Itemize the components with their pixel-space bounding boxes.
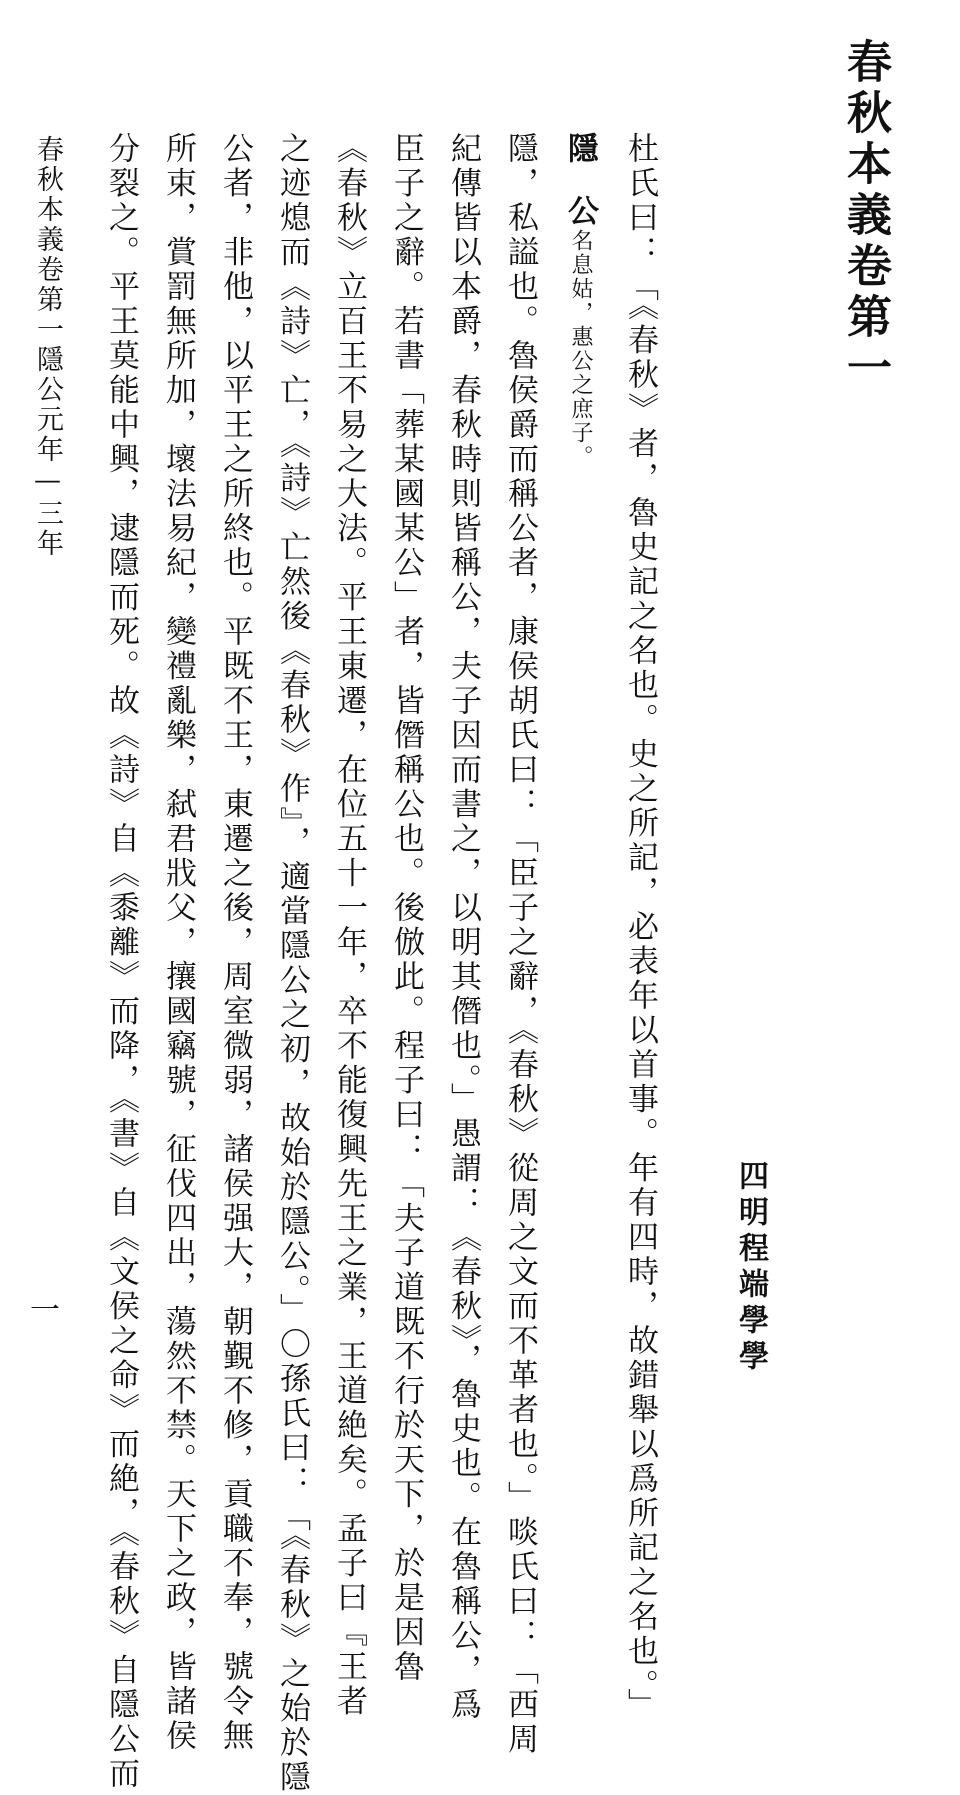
text-column-7: 公者，非他，以平王之所終也。平既不王，東遷之後，周室微弱，諸侯强大，朝覲不修，貢職不奉，號令無 [217,132,253,1754]
text-column-3: 紀傳皆以本爵，春秋時則皆稱公，夫子因而書之，以明其僭也。」愚謂：《春秋》，魯史也。在魯稱公，爲 [445,132,481,1723]
footer-book-title: 春秋本義卷第一 [32,135,63,345]
page-number: 一 [30,1293,60,1328]
heading-gong: 公 [562,194,598,229]
heading-word: 隱 [562,132,598,167]
footer-chapter: 隱公元年—三年 [32,345,63,559]
text-column-1: 杜氏曰：「《春秋》者，魯史記之名也。史之所記，必表年以首事。年有四時，故錯舉以爲所記之名也。」 [622,132,658,1723]
heading-note: 名息姑，惠公之庶子。 [568,229,593,469]
heading-column [562,132,598,832]
text-column-8: 所束，賞罰無所加，壞法易紀，變禮亂樂，弑君戕父，攘國竊號，征伐四出，蕩然不禁。天下之政，皆諸侯 [160,132,196,1754]
text-column-5: 《春秋》立百王不易之大法。平王東遷，在位五十一年，卒不能復興先王之業，王道絶矣。孟子曰『王者 [331,132,367,1719]
text-column-4: 臣子之辭。若書「葬某國某公」者，皆僭稱公也。後倣此。程子曰：「夫子道既不行於天下，於是因魯 [388,132,424,1685]
text-column-6: 之迹熄而《詩》亡，《詩》亡然後《春秋》作』，適當隱公之初，故始於隱公。」〇孫氏曰：「《春秋》之始於隱 [274,132,310,1795]
page-title: 春秋本義卷第一 [839,38,892,395]
author-line: 四明程端學學 [733,1160,768,1376]
text-column-9: 分裂之。平王莫能中興，逮隱而死。故《詩》自《黍離》而降，《書》自《文侯之命》而絶，《春秋》自隱公而 [103,132,139,1792]
text-column-2: 隱，私謚也。魯侯爵而稱公者，康侯胡氏曰：「臣子之辭，《春秋》從周之文而不革者也。」啖氏曰：「西周 [502,132,538,1757]
